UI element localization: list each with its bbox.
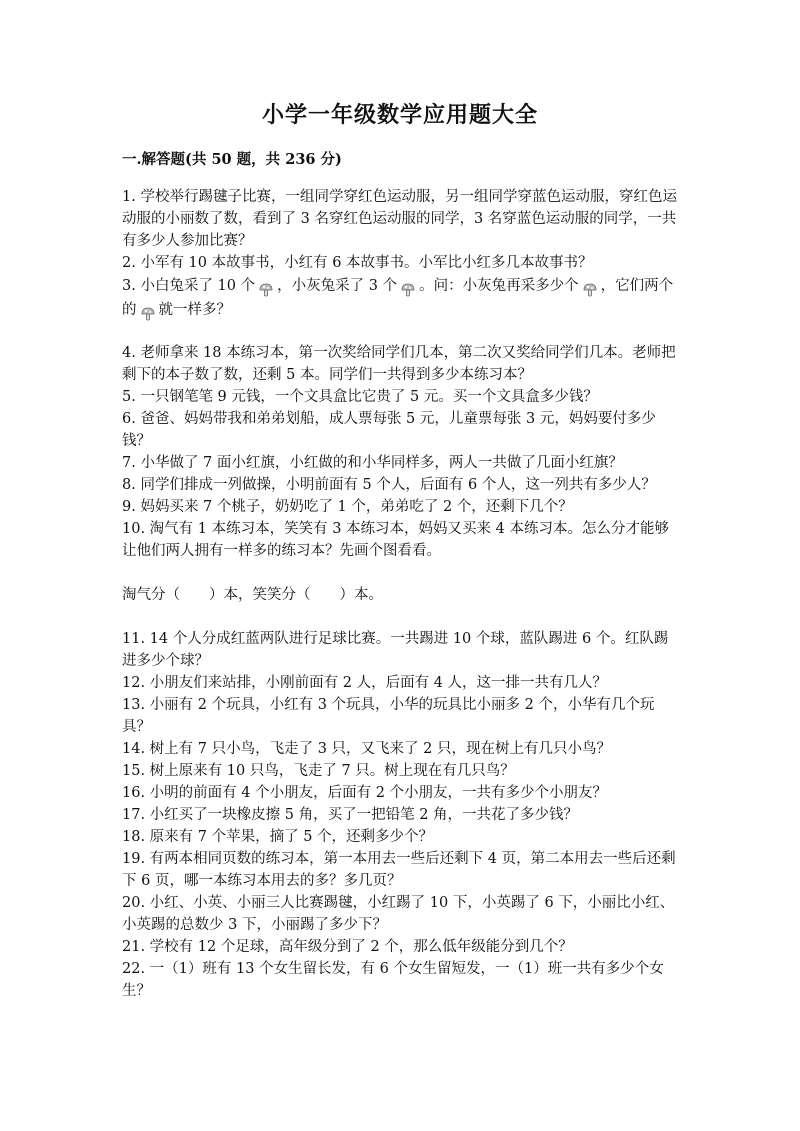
spacer (122, 322, 678, 342)
question-18: 18. 原来有 7 个苹果，摘了 5 个，还剩多少个？ (122, 829, 434, 845)
question-3-part-3: 。问：小灰兔再采多少个 (419, 278, 579, 294)
question-16: 16. 小明的前面有 4 个小朋友，后面有 2 个小朋友，一共有多少个小朋友？ (122, 785, 608, 801)
question-10: 10. 淘气有 1 本练习本，笑笑有 3 本练习本，妈妈又买来 4 本练习本。怎么分才能够让他们两人拥有一样多的练习本？先画个图看看。 (122, 521, 669, 559)
mushroom-icon (258, 282, 274, 298)
question-13: 13. 小丽有 2 个玩具，小红有 3 个玩具，小华的玩具比小丽多 2 个，小华有几个玩具？ (122, 697, 655, 735)
question-7: 7. 小华做了 7 面小红旗，小红做的和小华同样多，两人一共做了几面小红旗？ (122, 455, 623, 471)
question-6: 6. 爸爸、妈妈带我和弟弟划船，成人票每张 5 元，儿童票每张 3 元，妈妈要付多少钱？ (122, 411, 656, 449)
question-9: 9. 妈妈买来 7 个桃子，奶奶吃了 1 个，弟弟吃了 2 个，还剩下几个？ (122, 499, 573, 515)
question-list (122, 186, 678, 1002)
question-20: 20. 小红、小英、小丽三人比赛踢毽，小红踢了 10 下，小英踢了 6 下，小丽比小红、小英踢的总数少 3 下，小丽踢了多少下？ (122, 895, 675, 933)
question-3-part-1: 3. 小白兔采了 10 个 (122, 278, 256, 294)
question-3 (122, 274, 678, 322)
spacer (122, 606, 678, 628)
question-5: 5. 一只钢笔笔 9 元钱，一个文具盒比它贵了 5 元。买一个文具盒多少钱？ (122, 389, 598, 405)
question-21: 21. 学校有 12 个足球，高年级分到了 2 个，那么低年级能分到几个？ (122, 939, 573, 955)
question-22: 22. 一（1）班有 13 个女生留长发，有 6 个女生留短发，一（1）班一共有多少个女生？ (122, 961, 664, 999)
question-19: 19. 有两本相同页数的练习本，第一本用去一些后还剩下 4 页，第二本用去一些后还剩下 6 页，哪一本练习本用去的多？多几页？ (122, 851, 676, 889)
section-heading: 一.解答题(共 50 题，共 236 分) (122, 151, 342, 168)
question-17: 17. 小红买了一块橡皮擦 5 角，买了一把铅笔 2 角，一共花了多少钱？ (122, 807, 579, 823)
question-3-part-2: ，小灰兔采了 3 个 (277, 278, 398, 294)
question-10-fill-line: 淘气分（ ）本，笑笑分（ ）本。 (122, 587, 383, 603)
mushroom-icon (140, 306, 156, 322)
question-1: 1. 学校举行踢毽子比赛，一组同学穿红色运动服，另一组同学穿蓝色运动服，穿红色运动服的小丽数了数，看到了 3 名穿红色运动服的同学，3 名穿蓝色运动服的同学，一共有多少人参加比赛？ (122, 189, 677, 249)
question-3-part-5: 就一样多？ (158, 302, 231, 318)
question-14: 14. 树上有 7 只小鸟，飞走了 3 只，又飞来了 2 只，现在树上有几只小鸟？ (122, 741, 611, 757)
question-8: 8. 同学们排成一列做操，小明前面有 5 个人，后面有 6 个人，这一列共有多少人？ (122, 477, 656, 493)
mushroom-icon (400, 282, 416, 298)
page-title: 小学一年级数学应用题大全 (261, 102, 538, 128)
question-3-part-4: ，它们两个的 (122, 278, 674, 318)
mushroom-icon (582, 282, 598, 298)
question-12: 12. 小朋友们来站排，小刚前面有 2 人，后面有 4 人，这一排一共有几人？ (122, 675, 608, 691)
spacer (122, 562, 678, 584)
question-11: 11. 14 个人分成红蓝两队进行足球比赛。一共踢进 10 个球，蓝队踢进 6 个。红队踢进多少个球？ (122, 631, 669, 669)
question-2: 2. 小军有 10 本故事书，小红有 6 本故事书。小军比小红多几本故事书？ (122, 255, 593, 271)
question-15: 15. 树上原来有 10 只鸟，飞走了 7 只。树上现在有几只鸟？ (122, 763, 515, 779)
question-4: 4. 老师拿来 18 本练习本，第一次奖给同学们几本，第二次又奖给同学们几本。老师把剩下的本子数了数，还剩 5 本。同学们一共得到多少本练习本？ (122, 345, 676, 383)
